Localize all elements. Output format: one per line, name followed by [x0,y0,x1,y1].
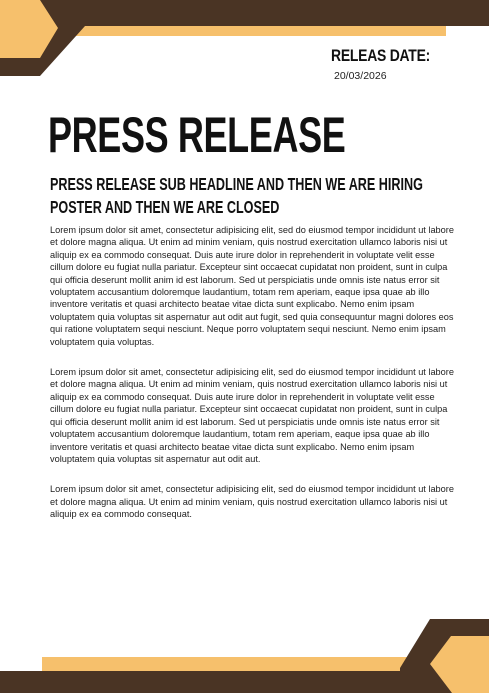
page-title: PRESS RELEASE [48,107,346,163]
paragraph-2: Lorem ipsum dolor sit amet, consectetur adipisicing elit, sed do eiusmod tempor incididunt ut labore et dolore magna aliqua. Ut enim ad minim veniam, quis nostrud exercitation ullamco laboris nisi ut aliquip ex ea commodo consequat. Duis aute irure dolor in reprehenderit in voluptate velit esse cillum dolore eu fugiat nulla pariatur. Excepteur sint occaecat cupidatat non proident, sunt in culpa qui officia deserunt mollit anim id est laborum. Sed ut perspiciatis unde omnis iste natus error sit voluptatem accusantium doloremque laudantium, totam rem aperiam, eaque ipsa quae ab illo inventore veritatis et quasi architecto beatae vitae dicta sunt explicabo. Nemo enim ipsam voluptatem quia voluptas sit aspernatur aut odit aut. [50,367,454,464]
body-text [50,224,456,539]
bottom-gold-strip [42,657,422,671]
paragraph-1: Lorem ipsum dolor sit amet, consectetur adipisicing elit, sed do eiusmod tempor incididunt ut labore et dolore magna aliqua. Ut enim ad minim veniam, quis nostrud exercitation ullamco laboris nisi ut aliquip ex ea commodo consequat. Duis aute irure dolor in reprehenderit in voluptate velit esse cillum dolore eu fugiat nulla pariatur. Excepteur sint occaecat cupidatat non proident, sunt in culpa qui officia deserunt mollit anim id est laborum. Sed ut perspiciatis unde omnis iste natus error sit voluptatem accusantium doloremque laudantium, totam rem aperiam, eaque ipsa quae ab illo inventore veritatis et quasi architecto beatae vitae dicta sunt explicabo. Nemo enim ipsam voluptatem quia voluptas sit aspernatur aut odit aut fugit, sed quia consequuntur magni dolores eos qui ratione voluptatem sequi nesciunt. Neque porro voluptatem sequi nesciunt. Nemo enim ipsam voluptatem quia voluptas. [50,225,454,347]
release-date-value: 20/03/2026 [334,70,387,82]
paragraph-3: Lorem ipsum dolor sit amet, consectetur adipisicing elit, sed do eiusmod tempor incididunt ut labore et dolore magna aliqua. Ut enim ad minim veniam, quis nostrud exercitation ullamco laboris nisi ut aliquip ex ea commodo consequat. [50,484,454,520]
top-gold-strip [60,26,446,36]
sub-headline: PRESS RELEASE SUB HEADLINE AND THEN WE ARE HIRING POSTER AND THEN WE ARE CLOSED [50,174,423,217]
release-date-label: RELEAS DATE: [331,46,431,65]
top-brown-bar [85,0,489,26]
